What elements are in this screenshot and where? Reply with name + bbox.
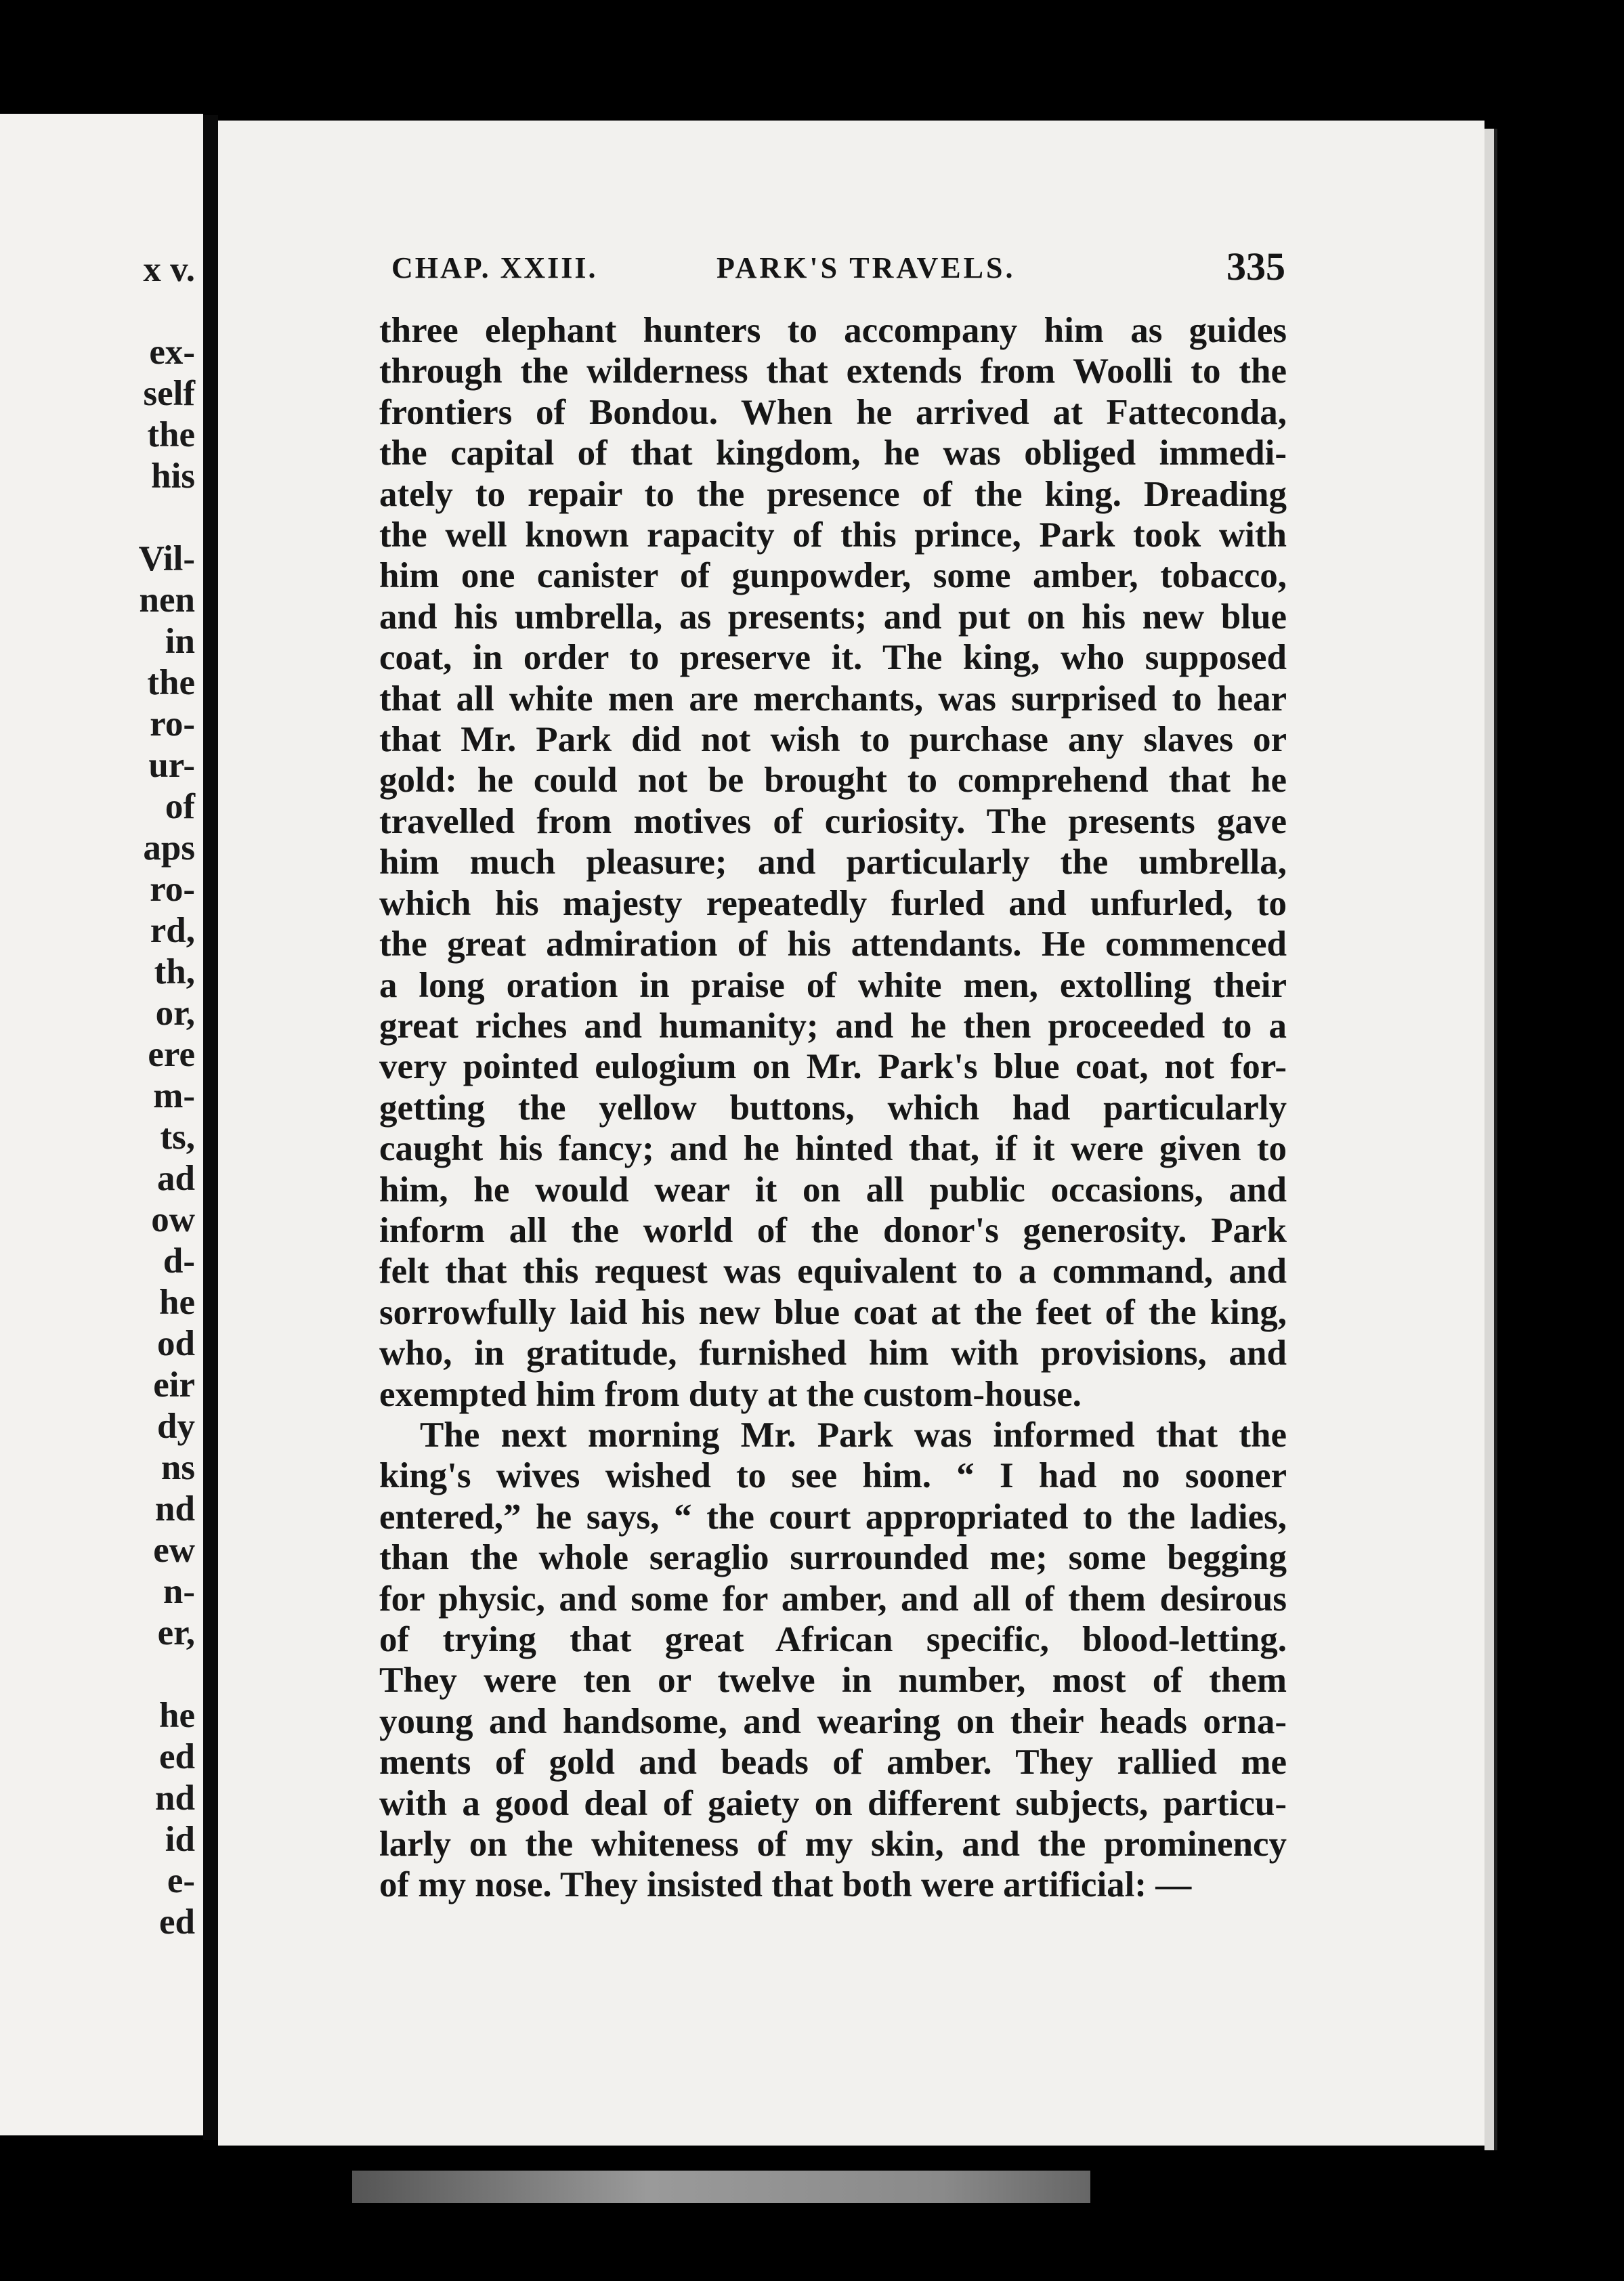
text-line: They were ten or twelve in number, most of them xyxy=(379,1661,1287,1701)
scan-strip xyxy=(352,2171,1090,2203)
text-line: that all white men are merchants, was surprised to hear xyxy=(379,679,1287,719)
facing-page-line: d- xyxy=(163,1241,195,1281)
facing-page-line: dy xyxy=(157,1407,195,1446)
text-line: getting the yellow buttons, which had particularly xyxy=(379,1088,1287,1128)
facing-page-line xyxy=(5,497,195,538)
facing-page-line: in xyxy=(165,622,195,661)
facing-page-line: self xyxy=(143,374,195,413)
facing-page-line: aps xyxy=(143,828,195,868)
facing-page-line: ns xyxy=(161,1448,195,1487)
text-line: that Mr. Park did not wish to purchase any slaves or xyxy=(379,720,1287,760)
facing-page-line: ro- xyxy=(150,870,195,909)
text-line: inform all the world of the donor's generosity. Park xyxy=(379,1210,1287,1250)
facing-page-line: id xyxy=(165,1820,195,1859)
facing-page-line: of xyxy=(165,787,195,826)
text-line: gold: he could not be brought to comprehend that he xyxy=(379,761,1287,801)
text-line: The next morning Mr. Park was informed that the xyxy=(420,1415,1287,1455)
text-line: who, in gratitude, furnished him with provisions, and xyxy=(379,1334,1287,1373)
facing-page-line: x v. xyxy=(143,250,195,289)
text-line: him much pleasure; and particularly the umbrella, xyxy=(379,843,1287,882)
text-line: which his majesty repeatedly furled and unfurled, to xyxy=(379,883,1287,923)
text-line: ately to repair to the presence of the king. Dreading xyxy=(379,474,1287,514)
text-line: for physic, and some for amber, and all of them desirous xyxy=(379,1579,1287,1619)
text-line: king's wives wished to see him. “ I had no sooner xyxy=(379,1456,1287,1496)
facing-page-line: nd xyxy=(155,1778,195,1818)
text-line: frontiers of Bondou. When he arrived at Fatteconda, xyxy=(379,392,1287,432)
text-line: the great admiration of his attendants. He commenced xyxy=(379,924,1287,964)
facing-page-line: he xyxy=(159,1283,195,1322)
text-line: coat, in order to preserve it. The king, who supposed xyxy=(379,638,1287,678)
text-line: of trying that great African specific, blood-letting. xyxy=(379,1620,1287,1659)
facing-page-line: or, xyxy=(155,994,195,1033)
text-line: than the whole seraglio surrounded me; some begging xyxy=(379,1538,1287,1578)
facing-page-line: od xyxy=(157,1324,195,1363)
facing-page-line: rd, xyxy=(150,911,195,950)
facing-page-line: ew xyxy=(153,1531,195,1570)
facing-page-line: he xyxy=(159,1696,195,1735)
chapter-label: CHAP. XXIII. xyxy=(391,251,598,284)
facing-page-line: ex- xyxy=(149,333,195,372)
text-line: travelled from motives of curiosity. The presents gave xyxy=(379,801,1287,841)
facing-page-line: nd xyxy=(155,1489,195,1529)
facing-page-line: er, xyxy=(157,1613,195,1653)
text-line: the capital of that kingdom, he was obliged immedi- xyxy=(379,433,1287,473)
text-line: great riches and humanity; and he then proceeded to a xyxy=(379,1006,1287,1046)
text-line: sorrowfully laid his new blue coat at the feet of the king, xyxy=(379,1292,1287,1332)
running-header xyxy=(391,244,1285,291)
facing-page-line: e- xyxy=(167,1861,195,1900)
facing-page-line: nen xyxy=(139,580,195,620)
facing-page-line: ur- xyxy=(148,746,195,785)
facing-page-line: ere xyxy=(148,1035,195,1074)
text-line: a long oration in praise of white men, extolling their xyxy=(379,965,1287,1005)
facing-page-line: m- xyxy=(153,1076,195,1115)
text-line: young and handsome, and wearing on their heads orna- xyxy=(379,1701,1287,1741)
text-line: him, he would wear it on all public occasions, and xyxy=(379,1170,1287,1210)
text-line: of my nose. They insisted that both were artificial: — xyxy=(379,1865,1192,1905)
text-line: with a good deal of gaiety on different subjects, particu- xyxy=(379,1783,1287,1823)
facing-page-line: ad xyxy=(157,1159,195,1198)
text-line: him one canister of gunpowder, some amber, tobacco, xyxy=(379,556,1287,596)
facing-page-line: ed xyxy=(159,1737,195,1776)
facing-page-line xyxy=(5,1654,195,1695)
facing-page-line: the xyxy=(147,663,195,702)
facing-page-line: n- xyxy=(163,1572,195,1611)
text-line: very pointed eulogium on Mr. Park's blue coat, not for- xyxy=(379,1047,1287,1087)
text-line: and his umbrella, as presents; and put on his new blue xyxy=(379,597,1287,637)
facing-page-text xyxy=(5,249,195,1943)
text-line: caught his fancy; and he hinted that, if it were given to xyxy=(379,1129,1287,1169)
text-line: larly on the whiteness of my skin, and the prominency xyxy=(379,1825,1287,1864)
book-title: PARK'S TRAVELS. xyxy=(717,251,1016,284)
text-line: exempted him from duty at the custom-house. xyxy=(379,1374,1082,1414)
text-line: the well known rapacity of this prince, Park took with xyxy=(379,515,1287,555)
page-number: 335 xyxy=(1226,244,1285,289)
facing-page-line: the xyxy=(147,415,195,454)
facing-page-line: th, xyxy=(154,952,195,992)
facing-page-line: eir xyxy=(153,1365,195,1405)
facing-page xyxy=(0,114,203,2135)
facing-page-line: ow xyxy=(151,1200,195,1239)
facing-page-line: ts, xyxy=(160,1117,195,1157)
text-line: three elephant hunters to accompany him as guides xyxy=(379,311,1287,350)
text-line: entered,” he says, “ the court appropriated to the ladies, xyxy=(379,1497,1287,1537)
text-line: through the wilderness that extends from Woolli to the xyxy=(379,351,1287,391)
page-body xyxy=(379,310,1287,1906)
book-gutter xyxy=(203,115,218,2140)
page-edge xyxy=(1484,129,1497,2150)
facing-page-line: his xyxy=(151,456,195,496)
facing-page-line: ro- xyxy=(150,704,195,744)
facing-page-line: Vil- xyxy=(138,539,195,578)
facing-page-line xyxy=(5,291,195,332)
text-line: felt that this request was equivalent to a command, and xyxy=(379,1252,1287,1292)
facing-page-line: ed xyxy=(159,1902,195,1942)
text-line: ments of gold and beads of amber. They rallied me xyxy=(379,1743,1287,1783)
